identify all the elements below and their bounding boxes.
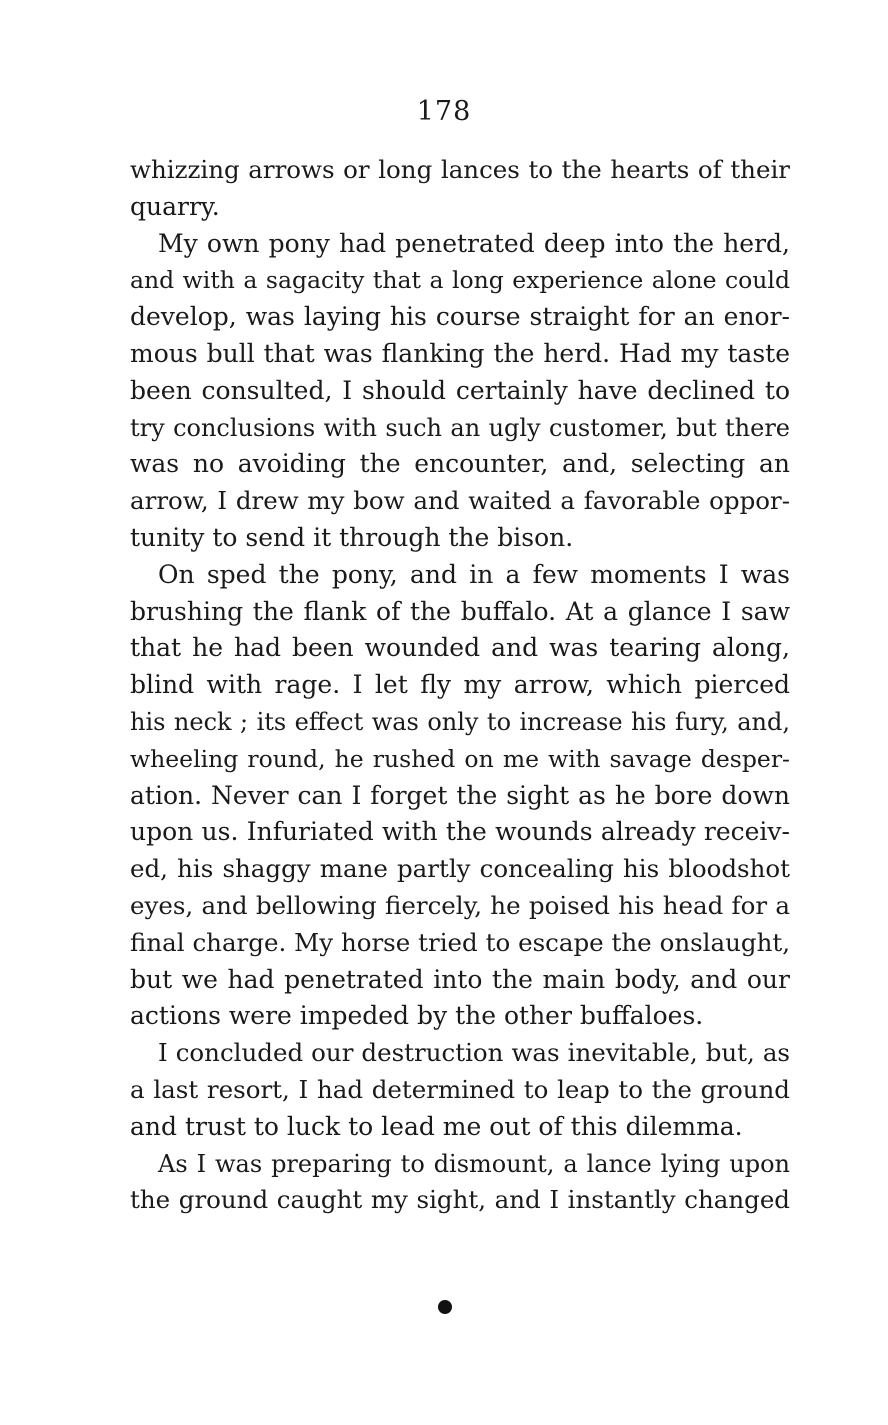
- text-line: blind with rage. I let fly my arrow, which pierced: [130, 670, 790, 700]
- text-line: develop, was laying his course straight for an enor-: [130, 302, 790, 332]
- body-text: [130, 152, 790, 1219]
- paragraph-4: [130, 1035, 790, 1145]
- text-line: brushing the flank of the buffalo. At a glance I saw: [130, 596, 790, 626]
- text-line: eyes, and bellowing fiercely, he poised his head for a: [130, 890, 790, 920]
- text-line: but we had penetrated into the main body, and our: [130, 964, 790, 994]
- text-line: As I was preparing to dismount, a lance lying upon: [158, 1149, 790, 1178]
- text-line: and with a sagacity that a long experience alone could: [130, 266, 790, 295]
- text-line: whizzing arrows or long lances to the hearts of their: [130, 155, 790, 184]
- paragraph-3: [130, 557, 790, 1035]
- text-line: My own pony had penetrated deep into the herd,: [158, 228, 790, 258]
- text-line: and trust to luck to lead me out of this dilemma.: [130, 1111, 743, 1141]
- text-line: that he had been wounded and was tearing along,: [130, 633, 790, 663]
- ink-dot-ornament: [438, 1300, 452, 1314]
- text-line: try conclusions with such an ugly customer, but there: [130, 413, 790, 442]
- text-line: actions were impeded by the other buffaloes.: [130, 1001, 704, 1031]
- text-line: mous bull that was flanking the herd. Had my taste: [130, 338, 790, 368]
- text-line: On sped the pony, and in a few moments I was: [158, 559, 790, 589]
- text-line: arrow, I drew my bow and waited a favorable oppor-: [130, 486, 790, 516]
- text-line: I concluded our destruction was inevitable, but, as: [158, 1038, 790, 1068]
- text-line: upon us. Infuriated with the wounds already receiv-: [130, 817, 790, 847]
- text-line: ation. Never can I forget the sight as he bore down: [130, 780, 790, 810]
- text-line: tunity to send it through the bison.: [130, 522, 574, 552]
- text-line: was no avoiding the encounter, and, selecting an: [130, 449, 790, 479]
- text-line: his neck ; its effect was only to increase his fury, and,: [130, 707, 790, 736]
- text-line: a last resort, I had determined to leap to the ground: [130, 1074, 790, 1104]
- text-line: quarry.: [130, 191, 220, 221]
- text-line: wheeling round, he rushed on me with savage desper-: [130, 744, 790, 773]
- paragraph-2: [130, 226, 790, 557]
- text-line: final charge. My horse tried to escape the onslaught,: [130, 927, 790, 957]
- page-number: 178: [416, 96, 472, 127]
- text-line: been consulted, I should certainly have declined to: [130, 375, 790, 405]
- paragraph-1: [130, 152, 790, 226]
- text-line: ed, his shaggy mane partly concealing his bloodshot: [130, 854, 790, 884]
- text-line: the ground caught my sight, and I instantly changed: [130, 1185, 790, 1215]
- paragraph-5: [130, 1146, 790, 1220]
